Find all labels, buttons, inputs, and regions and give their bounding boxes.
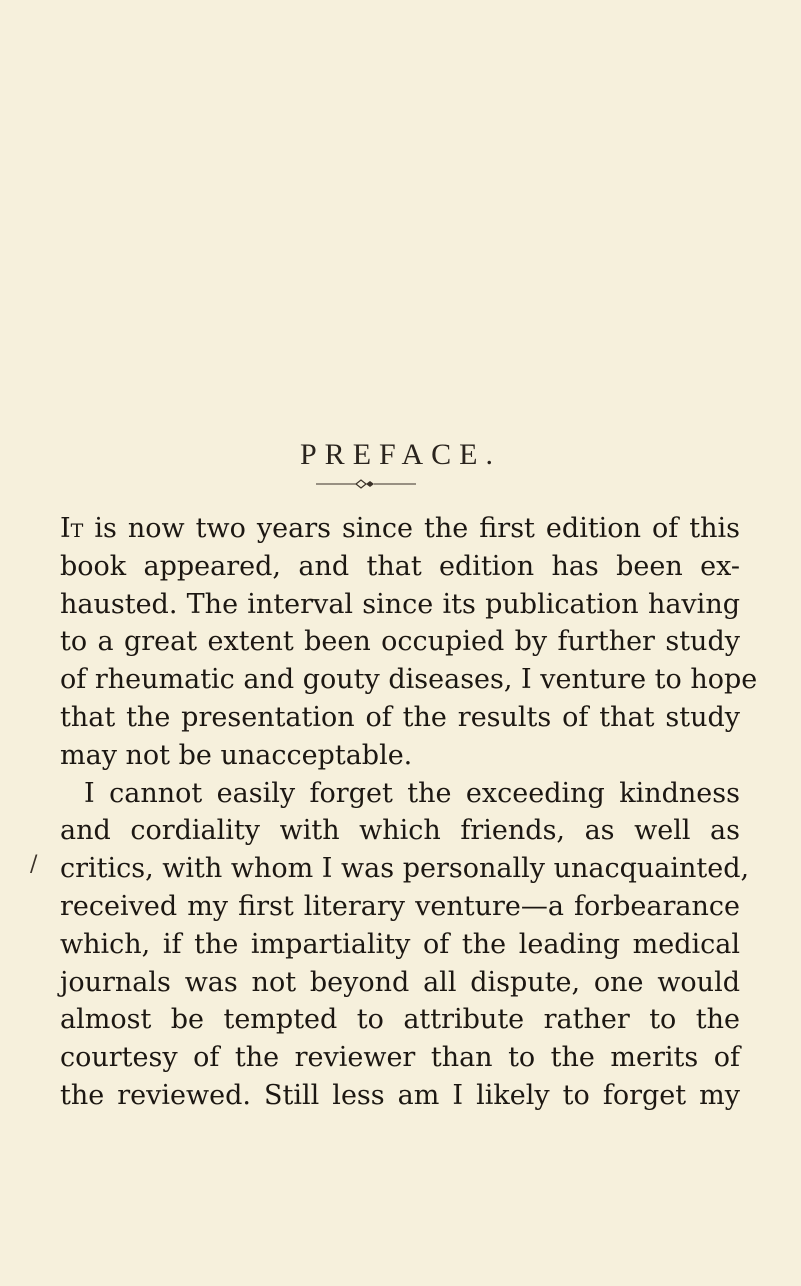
paragraph2-line-5: which, if the impartiality of the leading medical xyxy=(60,928,740,960)
paragraph2-line-1: I cannot easily forget the exceeding kindness xyxy=(84,777,740,809)
paragraph2-line-4: received my first literary venture—a forbearance xyxy=(60,890,740,922)
paragraph2-line-9: the reviewed. Still less am I likely to forget my xyxy=(60,1079,740,1111)
page-title: PREFACE. xyxy=(300,438,501,471)
body-text xyxy=(60,510,758,1115)
paragraph1-line-6: that the presentation of the results of that study xyxy=(60,701,740,733)
paragraph2-line-7: almost be tempted to attribute rather to the xyxy=(60,1004,740,1036)
dropcap-word: It xyxy=(60,513,84,544)
paragraph1-line-1: It is now two years since the first edition of this xyxy=(60,513,740,544)
paragraph1-line-4: to a great extent been occupied by further study xyxy=(60,626,740,658)
paragraph1-line-2: book appeared, and that edition has been ex- xyxy=(60,550,740,582)
paragraph1-line-7: may not be unacceptable. xyxy=(60,739,413,771)
paragraph2-line-3: critics, with whom I was personally unacquainted, xyxy=(60,853,750,885)
margin-mark: / xyxy=(30,852,38,877)
paragraph1-line-3: hausted. The interval since its publication having xyxy=(60,588,740,620)
paragraph2-line-6: journals was not beyond all dispute, one would xyxy=(60,966,740,998)
paragraph2-line-2: and cordiality with which friends, as well as xyxy=(60,815,740,847)
paragraph1-line-5: of rheumatic and gouty diseases, I venture to hope xyxy=(60,664,758,696)
ornament-icon xyxy=(316,476,416,492)
paragraph2-line-8: courtesy of the reviewer than to the merits of xyxy=(60,1042,740,1074)
